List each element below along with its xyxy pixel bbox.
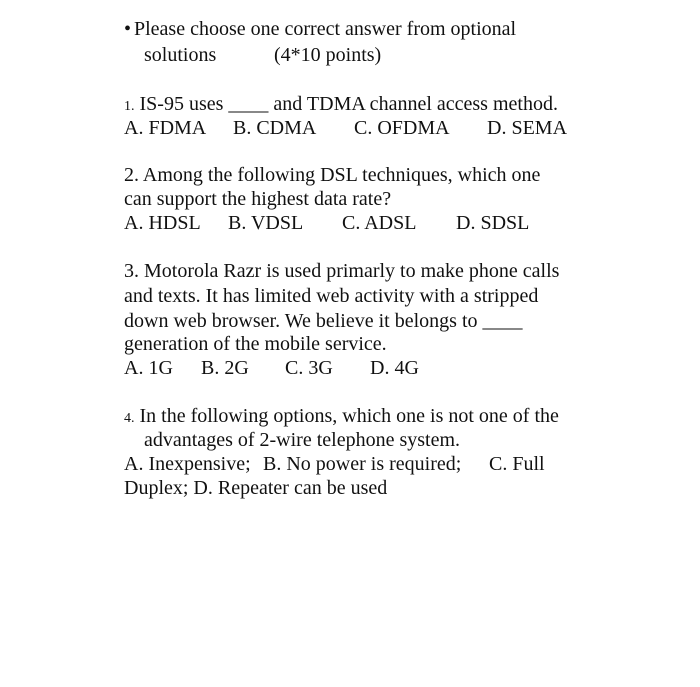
q1-option-d: D. SEMA [487, 117, 568, 139]
question-4-line-1 [124, 404, 559, 431]
q1-option-b: B. CDMA [233, 117, 317, 139]
question-1 [124, 92, 558, 119]
question-3-line-1: 3. Motorola Razr is used primarly to make phone calls [124, 260, 560, 282]
q3-option-d: D. 4G [370, 357, 419, 379]
question-text: In the following options, which one is not one of the [139, 405, 559, 427]
instruction-line-2 [144, 43, 216, 67]
instruction-line-1 [124, 17, 516, 41]
question-2-line-1: 2. Among the following DSL techniques, which one [124, 164, 541, 186]
q2-option-c: C. ADSL [342, 212, 417, 234]
question-text: IS-95 uses ____ and TDMA channel access method. [139, 93, 558, 115]
q4-option-b: B. No power is required; [263, 453, 462, 475]
q2-option-a: A. HDSL [124, 212, 201, 234]
question-3-line-3: down web browser. We believe it belongs to ____ [124, 310, 523, 332]
bullet-icon: • [124, 18, 132, 40]
q1-option-c: C. OFDMA [354, 117, 450, 139]
q4-option-c-start: C. Full [489, 453, 545, 475]
q3-option-a: A. 1G [124, 357, 173, 379]
q1-option-a: A. FDMA [124, 117, 207, 139]
q2-option-b: B. VDSL [228, 212, 304, 234]
question-4-line-2: advantages of 2-wire telephone system. [144, 429, 461, 451]
q3-option-b: B. 2G [201, 357, 249, 379]
question-3-line-2: and texts. It has limited web activity with a stripped [124, 285, 539, 307]
q4-option-a: A. Inexpensive; [124, 453, 251, 475]
q3-option-c: C. 3G [285, 357, 333, 379]
question-number: 4. [124, 411, 135, 426]
points-label: (4*10 points) [274, 44, 382, 66]
question-3-line-4: generation of the mobile service. [124, 333, 387, 355]
question-4-line-4: Duplex; D. Repeater can be used [124, 477, 388, 499]
question-2-line-2: can support the highest data rate? [124, 188, 392, 210]
q2-option-d: D. SDSL [456, 212, 530, 234]
question-number: 1. [124, 99, 135, 114]
instruction-solutions: solutions [144, 44, 217, 66]
instruction-text: Please choose one correct answer from optional [134, 18, 517, 40]
